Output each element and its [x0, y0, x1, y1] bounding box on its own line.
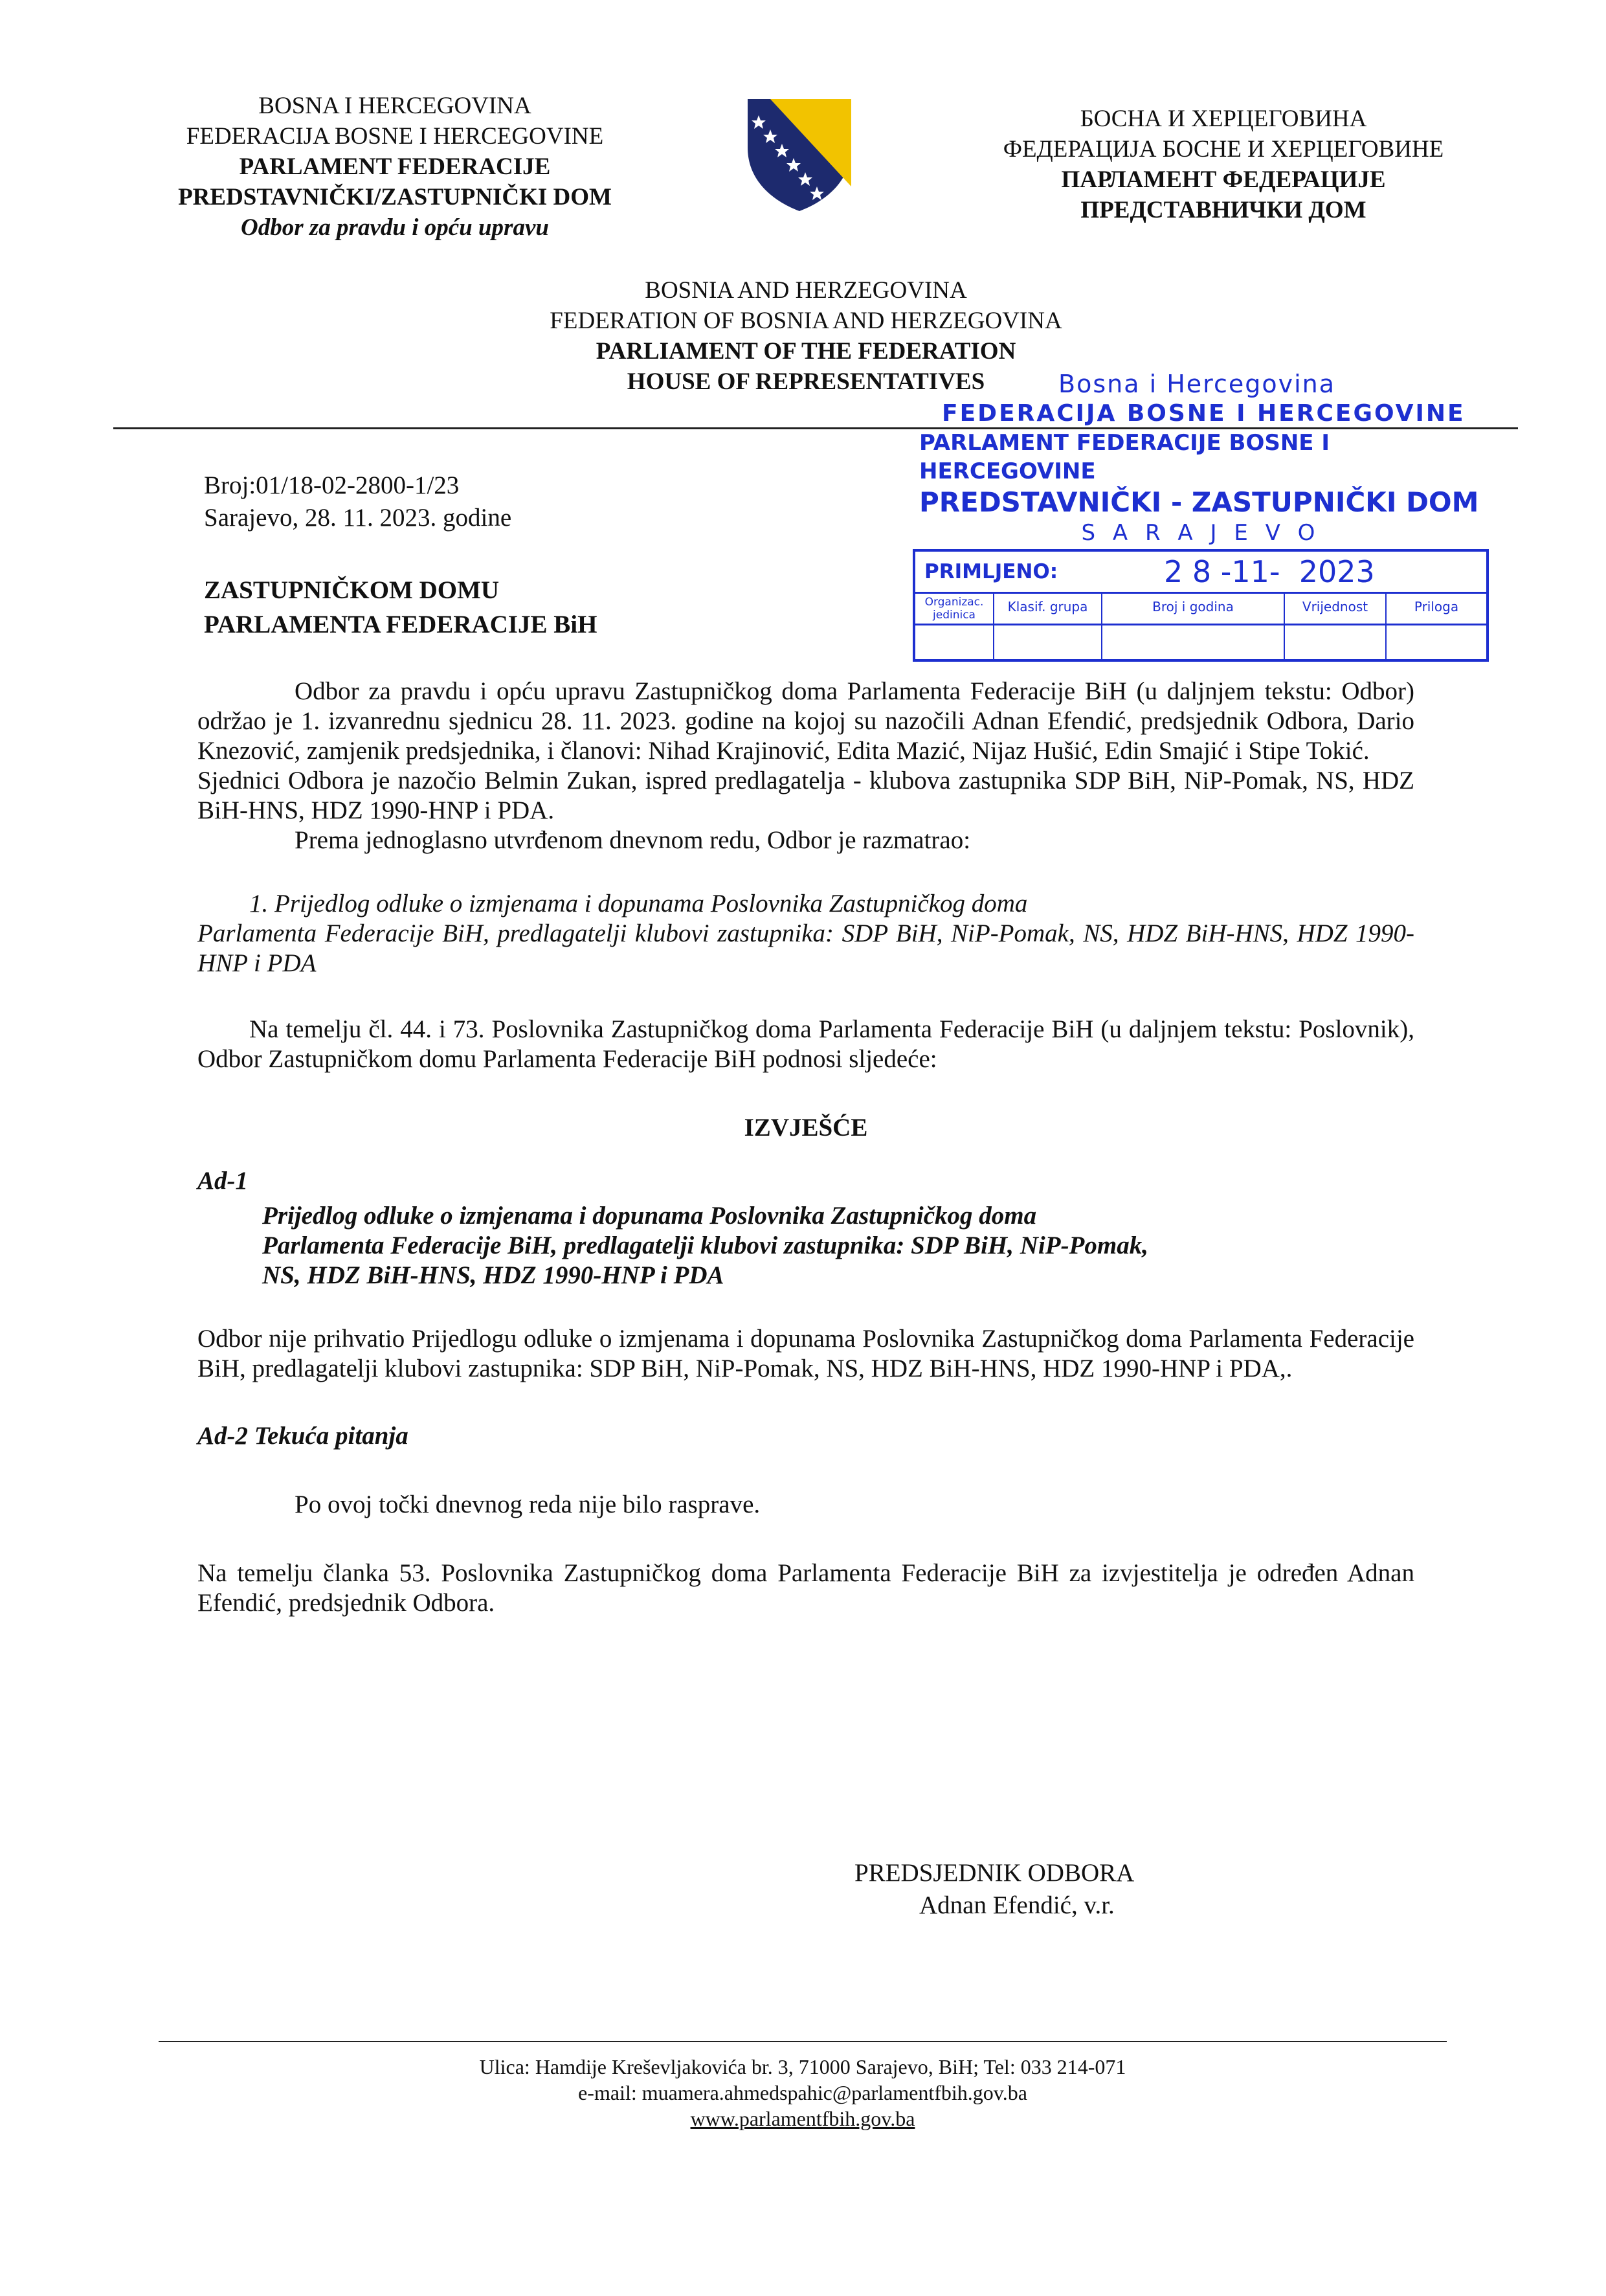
- signature-name: Adnan Efendić, v.r.: [919, 1891, 1115, 1919]
- stamp-box: [913, 549, 1489, 662]
- header-center-country: BOSNIA AND HERZEGOVINA: [645, 277, 967, 304]
- paragraph-attendee: Sjednici Odbora je nazočio Belmin Zukan, ispred predlagatelja - klubova zastupnika SDP BiH, NiP-Pomak, NS, HDZ BiH-HNS, HDZ 1990-HNP i PDA.: [197, 767, 1414, 824]
- header-right: [952, 104, 1495, 225]
- footer-address: Ulica: Hamdije Kreševljakovića br. 3, 71000 Sarajevo, BiH; Tel: 033 214-071: [479, 2055, 1126, 2078]
- footer-email: e-mail: muamera.ahmedspahic@parlamentfbih.gov.ba: [578, 2081, 1027, 2104]
- received-stamp: [900, 369, 1502, 662]
- paragraph-no-discussion: Po ovoj točki dnevnog reda nije bilo rasprave.: [295, 1491, 761, 1518]
- header-left-federation: FEDERACIJA BOSNE I HERCEGOVINE: [186, 123, 604, 150]
- paragraph-rapporteur: Na temelju članka 53. Poslovnika Zastupničkog doma Parlamenta Federacije BiH za izvjestitelja je određen Adnan Efendić, predsjednik Odbora.: [197, 1559, 1414, 1617]
- footer-divider: [159, 2041, 1447, 2042]
- recipient-line-1: ZASTUPNIČKOM DOMU: [204, 576, 500, 604]
- stamp-city: S A R A J E V O: [1081, 520, 1321, 546]
- header-center-parliament: PARLIAMENT OF THE FEDERATION: [596, 338, 1016, 365]
- agenda-item-1-rest: Parlamenta Federacije BiH, predlagatelji klubovi zastupnika: SDP BiH, NiP-Pomak, NS, HDZ BiH-HNS, HDZ 1990-HNP i PDA: [197, 919, 1414, 977]
- ad1-title-line-3: NS, HDZ BiH-HNS, HDZ 1990-HNP i PDA: [262, 1261, 724, 1289]
- stamp-received-row: [915, 552, 1486, 594]
- stamp-house: PREDSTAVNIČKI - ZASTUPNIČKI DOM: [919, 486, 1479, 518]
- stamp-federation: FEDERACIJA BOSNE I HERCEGOVINE: [942, 400, 1466, 427]
- ad1-title-line-1: Prijedlog odluke o izmjenama i dopunama Poslovnika Zastupničkog doma: [262, 1202, 1037, 1230]
- ad1-title: [197, 1201, 1414, 1290]
- coat-of-arms-icon: [744, 96, 854, 212]
- reference-number: Broj:01/18-02-2800-1/23: [204, 471, 460, 499]
- stamp-columns: [915, 594, 1486, 625]
- stamp-received-date: 2 8 -11- 2023: [1164, 554, 1375, 589]
- agenda-item-1-first: 1. Prijedlog odluke o izmjenama i dopunama Poslovnika Zastupničkog doma: [249, 890, 1028, 917]
- paragraph-legal-basis: Na temelju čl. 44. i 73. Poslovnika Zastupničkog doma Parlamenta Federacije BiH (u daljnjem tekstu: Poslovnik), Odbor Zastupničkom domu Parlamenta Federacije BiH podnosi sljedeće:: [197, 1015, 1414, 1073]
- footer: [324, 2054, 1282, 2132]
- header-center-federation: FEDERATION OF BOSNIA AND HERZEGOVINA: [550, 308, 1062, 334]
- header-right-house: ПРЕДСТАВНИЧКИ ДОМ: [1080, 197, 1366, 223]
- ad1-title-line-2: Parlamenta Federacije BiH, predlagatelji klubovi zastupnika: SDP BiH, NiP-Pomak,: [262, 1232, 1148, 1259]
- header-left-house: PREDSTAVNIČKI/ZASTUPNIČKI DOM: [178, 184, 612, 210]
- stamp-col-attach: Priloga: [1414, 599, 1459, 614]
- paragraph-agenda-intro: Prema jednoglasno utvrđenom dnevnom redu, Odbor je razmatrao:: [295, 826, 971, 854]
- header-left-committee: Odbor za pravdu i opću upravu: [241, 214, 549, 241]
- paragraph-session: Odbor za pravdu i opću upravu Zastupničkog doma Parlamenta Federacije BiH (u daljnjem tekstu: Odbor) održao je 1. izvanrednu sjednicu 28. 11. 2023. godine na kojoj su nazočili Adnan Efendić, predsjednik Odbora, Dario Knezović, zamjenik predsjednika, i članovi: Nihad Krajinović, Edita Mazić, Nijaz Hušić, Edin Smajić i Stipe Tokić.: [197, 677, 1414, 765]
- recipient-line-2: PARLAMENTA FEDERACIJE BiH: [204, 611, 597, 638]
- ad1-label: Ad-1: [197, 1167, 248, 1195]
- reference-date: Sarajevo, 28. 11. 2023. godine: [204, 504, 512, 532]
- report-title: IZVJEŠĆE: [744, 1114, 868, 1142]
- agenda-item-1: [197, 889, 1414, 978]
- header-left-parliament: PARLAMENT FEDERACIJE: [239, 153, 551, 180]
- footer-website[interactable]: www.parlamentfbih.gov.ba: [690, 2107, 915, 2130]
- header-right-federation: ФЕДЕРАЦИЈА БОСНЕ И ХЕРЦЕГОВИНЕ: [1003, 136, 1444, 163]
- header-right-country: БОСНА И ХЕРЦЕГОВИНА: [1080, 106, 1367, 132]
- letter-body: [197, 677, 1414, 1618]
- stamp-col-value: Vrijednost: [1285, 594, 1387, 624]
- header-left-country: BOSNA I HERCEGOVINA: [258, 93, 531, 119]
- header-left: [129, 91, 660, 243]
- recipient-block: [204, 573, 786, 642]
- stamp-country: Bosna i Hercegovina: [1058, 370, 1336, 398]
- stamp-col-class: Klasif. grupa: [994, 594, 1102, 624]
- signature-title: PREDSJEDNIK ODBORA: [854, 1859, 1135, 1887]
- header-right-parliament: ПАРЛАМЕНТ ФЕДЕРАЦИЈЕ: [1061, 166, 1386, 193]
- stamp-col-number: Broj i godina: [1102, 594, 1285, 624]
- stamp-parliament: PARLAMENT FEDERACIJE BOSNE I HERCEGOVINE: [919, 430, 1330, 484]
- ad2-label: Ad-2 Tekuća pitanja: [197, 1422, 408, 1450]
- reference-block: [204, 469, 722, 534]
- signature-block: [854, 1857, 1243, 1922]
- stamp-col-org: Organizac. jedinica: [915, 594, 994, 624]
- header-center-house: HOUSE OF REPRESENTATIVES: [627, 368, 985, 395]
- paragraph-decision: Odbor nije prihvatio Prijedlogu odluke o izmjenama i dopunama Poslovnika Zastupničkog doma Parlamenta Federacije BiH, predlagatelji klubovi zastupnika: SDP BiH, NiP-Pomak, NS, HDZ BiH-HNS, HDZ 1990-HNP i PDA,.: [197, 1325, 1414, 1382]
- stamp-received-label: PRIMLJENO:: [924, 560, 1058, 583]
- stamp-blank-row: [915, 625, 1486, 659]
